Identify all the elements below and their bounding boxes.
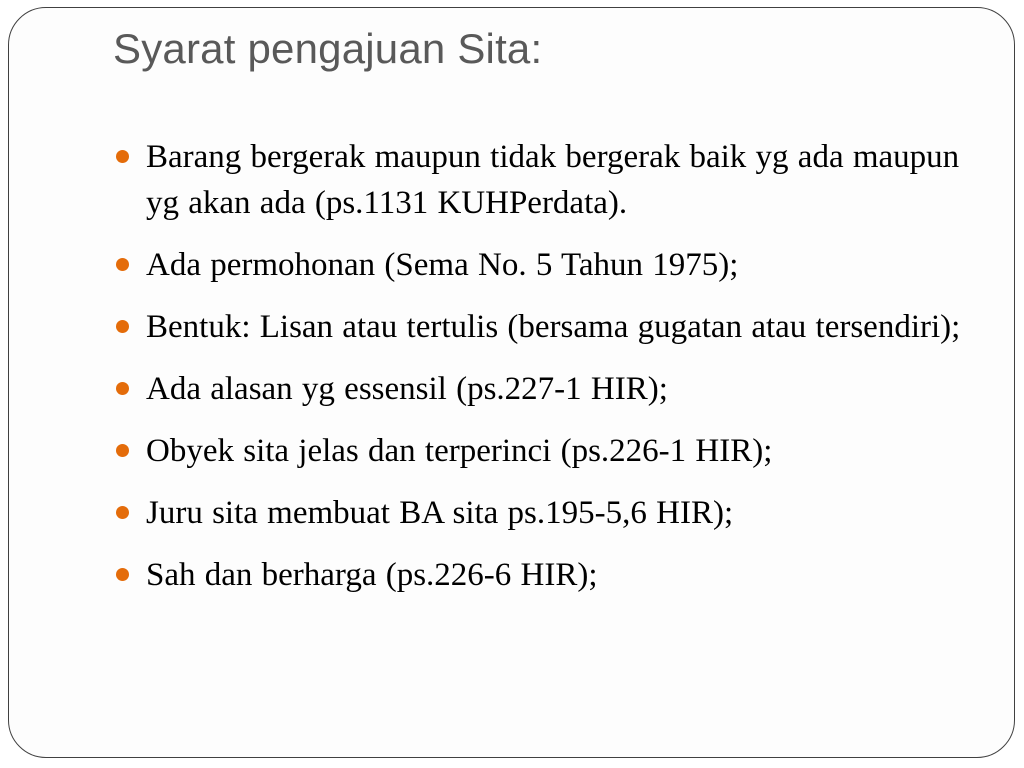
bullet-icon (116, 444, 129, 457)
bullet-item (116, 304, 966, 350)
bullet-icon (116, 150, 129, 163)
bullet-icon (116, 258, 129, 271)
bullet-icon (116, 506, 129, 519)
bullet-text: Bentuk: Lisan atau tertulis (bersama gugatan atau tersendiri); (146, 309, 961, 345)
bullet-text: Sah dan berharga (ps.226-6 HIR); (146, 557, 598, 593)
bullet-text: Ada permohonan (Sema No. 5 Tahun 1975); (146, 247, 739, 283)
bullet-item (116, 366, 966, 412)
bullet-item (116, 428, 966, 474)
bullet-icon (116, 320, 129, 333)
bullet-item (116, 552, 966, 598)
bullet-list (116, 134, 966, 614)
bullet-item (116, 242, 966, 288)
bullet-icon (116, 568, 129, 581)
bullet-text: Obyek sita jelas dan terperinci (ps.226-1 HIR); (146, 433, 773, 469)
bullet-text: Ada alasan yg essensil (ps.227-1 HIR); (146, 371, 668, 407)
bullet-text: Juru sita membuat BA sita ps.195-5,6 HIR); (146, 495, 734, 531)
slide-title: Syarat pengajuan Sita: (113, 25, 543, 72)
bullet-icon (116, 382, 129, 395)
bullet-text: Barang bergerak maupun tidak bergerak baik yg ada maupun yg akan ada (ps.1131 KUHPerdata). (146, 139, 960, 221)
bullet-item (116, 490, 966, 536)
bullet-item (116, 134, 966, 226)
